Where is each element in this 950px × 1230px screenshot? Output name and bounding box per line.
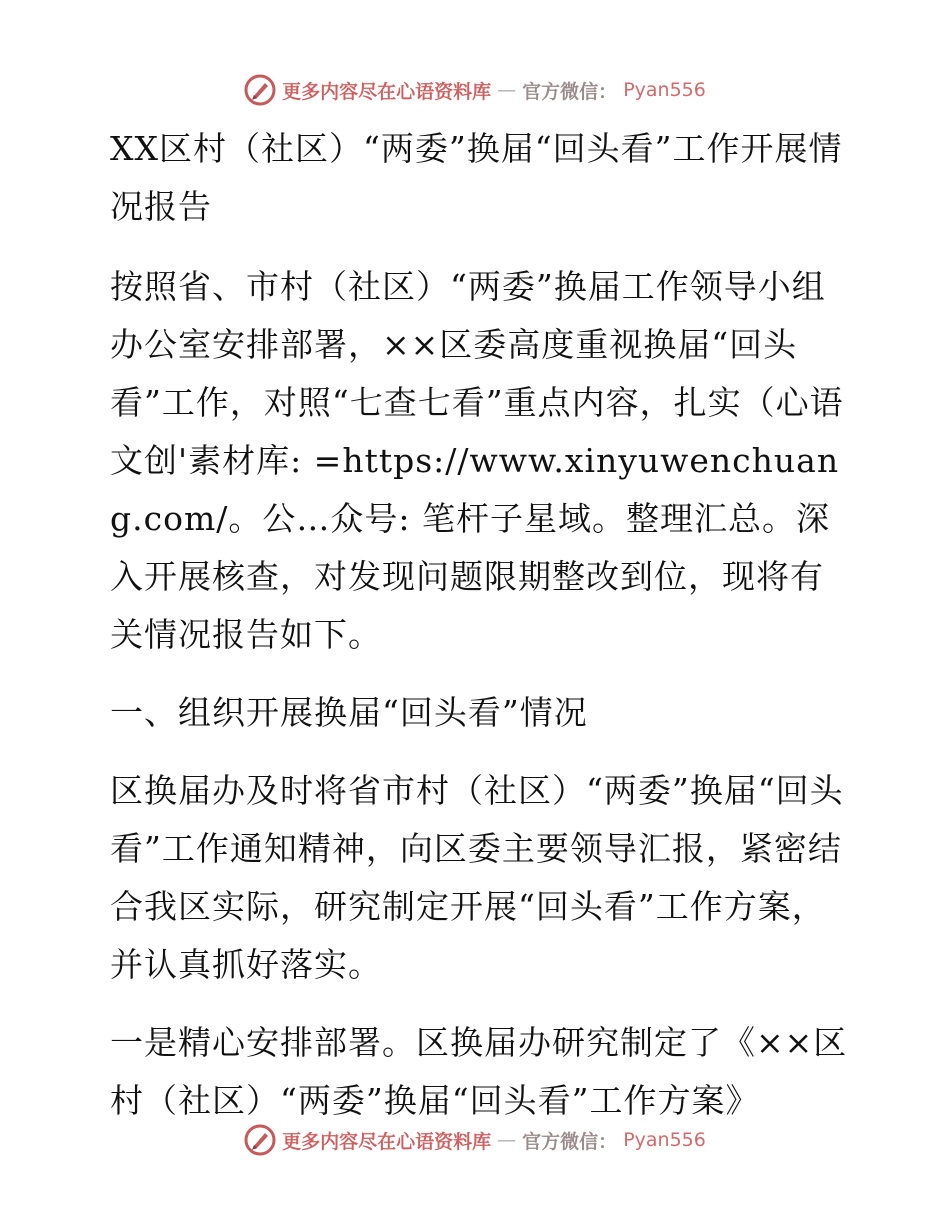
- watermark-contact-value: Pyan556: [623, 1129, 706, 1151]
- watermark-dash: —: [497, 79, 517, 101]
- pen-logo-icon: [244, 1124, 276, 1156]
- watermark-text: 更多内容尽在心语资料库: [282, 1130, 492, 1153]
- watermark-contact-value: Pyan556: [623, 79, 706, 101]
- watermark-text: 更多内容尽在心语资料库: [282, 80, 492, 103]
- pen-logo-icon: [244, 74, 276, 106]
- watermark-contact-label: 官方微信：: [522, 1130, 618, 1153]
- watermark-dash: —: [497, 1129, 517, 1151]
- paragraph-intro: 按照省、市村（社区）“两委”换届工作领导小组办公室安排部署，××区委高度重视换届“回头看”工作，对照“七查七看”重点内容，扎实（心语文创'素材库: =https://www.xinyuwenchuang.com/。公…众号: 笔杆子星域。整理汇总。深入开展核查，对发现问题限期整改到位，现将有关情况报告如下。: [110, 267, 844, 654]
- footer-watermark: [0, 1120, 950, 1160]
- paragraph-point-1: 一是精心安排部署。区换届办研究制定了《××区村（社区）“两委”换届“回头看”工作方案》: [110, 1023, 848, 1120]
- header-watermark: [0, 70, 950, 110]
- watermark-contact-label: 官方微信：: [522, 80, 618, 103]
- document-body: [96, 120, 856, 1150]
- document-title: XX区村（社区）“两委”换届“回头看”工作开展情况报告: [110, 129, 843, 226]
- paragraph-section-1: 区换届办及时将省市村（社区）“两委”换届“回头看”工作通知精神，向区委主要领导汇报，紧密结合我区实际，研究制定开展“回头看”工作方案，并认真抓好落实。: [110, 771, 844, 984]
- section-heading-1: 一、组织开展换届“回头看”情况: [110, 693, 588, 732]
